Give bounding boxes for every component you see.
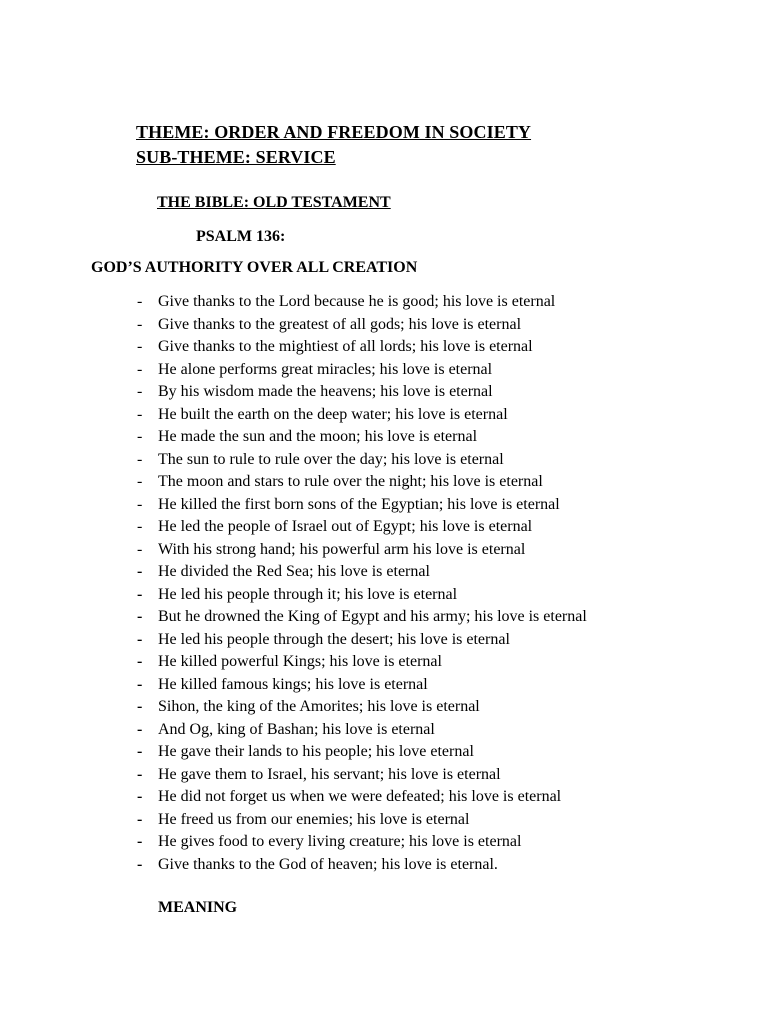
bullet-dash: - [137, 383, 143, 400]
verse-text: He killed the first born sons of the Egyptian; his love is eternal [158, 495, 560, 513]
bullet-dash: - [137, 315, 143, 333]
theme-heading: THEME: ORDER AND FREEDOM IN SOCIETY [136, 122, 532, 142]
verse-item [0, 629, 768, 652]
bullet-dash: - [137, 630, 143, 648]
bullet-dash: - [137, 540, 143, 558]
verse-item [0, 696, 768, 719]
bullet-dash: - [137, 450, 143, 468]
verse-item [0, 764, 768, 787]
verse-text: He gave their lands to his people; his love eternal [158, 743, 474, 760]
verse-item [0, 719, 768, 742]
verse-text: With his strong hand; his powerful arm his love is eternal [158, 540, 526, 558]
verse-text: He led his people through the desert; his love is eternal [158, 630, 510, 648]
verse-item [0, 291, 768, 314]
verse-item [0, 494, 768, 517]
section-heading: GOD’S AUTHORITY OVER ALL CREATION [91, 259, 418, 276]
bullet-dash: - [137, 855, 143, 873]
verse-item [0, 449, 768, 472]
verse-text: He did not forget us when we were defeated; his love is eternal [158, 788, 562, 805]
meaning-heading: MEANING [158, 899, 238, 916]
verse-text: He led his people through it; his love is eternal [158, 585, 458, 603]
verse-item [0, 854, 768, 877]
verse-text: He led the people of Israel out of Egypt; his love is eternal [158, 518, 533, 535]
verse-text: Give thanks to the Lord because he is good; his love is eternal [158, 293, 556, 310]
bullet-dash: - [137, 810, 143, 828]
verse-item [0, 606, 768, 629]
bullet-dash: - [137, 585, 143, 603]
verse-text: And Og, king of Bashan; his love is eternal [158, 720, 435, 738]
verse-item [0, 314, 768, 337]
sub-theme-heading: SUB-THEME: SERVICE [136, 147, 336, 167]
verse-text: The sun to rule to rule over the day; his love is eternal [158, 450, 504, 468]
verse-text: He gives food to every living creature; his love is eternal [158, 833, 522, 850]
bullet-dash: - [137, 698, 143, 715]
verse-text: The moon and stars to rule over the night; his love is eternal [158, 473, 543, 490]
bullet-dash: - [137, 765, 143, 783]
verse-text: Give thanks to the God of heaven; his love is eternal. [158, 855, 498, 873]
verse-item [0, 381, 768, 404]
verse-text: Sihon, the king of the Amorites; his love is eternal [158, 698, 480, 715]
bullet-dash: - [137, 405, 143, 423]
verse-text: But he drowned the King of Egypt and his army; his love is eternal [158, 608, 587, 625]
bullet-dash: - [137, 788, 143, 805]
verse-item [0, 809, 768, 832]
verse-text: Give thanks to the mightiest of all lords; his love is eternal [158, 338, 533, 355]
verse-item [0, 651, 768, 674]
verse-item [0, 539, 768, 562]
verse-text: Give thanks to the greatest of all gods; his love is eternal [158, 315, 522, 333]
verse-text: He killed famous kings; his love is eternal [158, 675, 428, 693]
verse-text: He alone performs great miracles; his love is eternal [158, 360, 493, 378]
bullet-dash: - [137, 608, 143, 625]
bullet-dash: - [137, 428, 143, 445]
verse-text: He freed us from our enemies; his love is eternal [158, 810, 470, 828]
bullet-dash: - [137, 518, 143, 535]
verse-item [0, 336, 768, 359]
verse-text: He gave them to Israel, his servant; his love is eternal [158, 765, 501, 783]
bullet-dash: - [137, 473, 143, 490]
bullet-dash: - [137, 675, 143, 693]
psalm-heading: PSALM 136: [196, 228, 286, 245]
bullet-dash: - [137, 563, 143, 580]
verse-item [0, 404, 768, 427]
verse-text: He made the sun and the moon; his love is eternal [158, 428, 478, 445]
verse-text: He killed powerful Kings; his love is eternal [158, 653, 442, 670]
bullet-dash: - [137, 338, 143, 355]
verse-item [0, 561, 768, 584]
bullet-dash: - [137, 653, 143, 670]
bullet-dash: - [137, 743, 143, 760]
bible-heading: THE BIBLE: OLD TESTAMENT [157, 194, 391, 211]
verse-item [0, 359, 768, 382]
bullet-dash: - [137, 720, 143, 738]
verse-item [0, 426, 768, 449]
verse-text: He built the earth on the deep water; his love is eternal [158, 405, 508, 423]
verse-list [0, 291, 768, 876]
verse-item [0, 674, 768, 697]
bullet-dash: - [137, 833, 143, 850]
verse-text: By his wisdom made the heavens; his love is eternal [158, 383, 493, 400]
bullet-dash: - [137, 360, 143, 378]
verse-item [0, 584, 768, 607]
verse-item [0, 741, 768, 764]
verse-item [0, 786, 768, 809]
verse-text: He divided the Red Sea; his love is eternal [158, 563, 430, 580]
verse-item [0, 831, 768, 854]
bullet-dash: - [137, 293, 143, 310]
bullet-dash: - [137, 495, 143, 513]
verse-item [0, 471, 768, 494]
verse-item [0, 516, 768, 539]
